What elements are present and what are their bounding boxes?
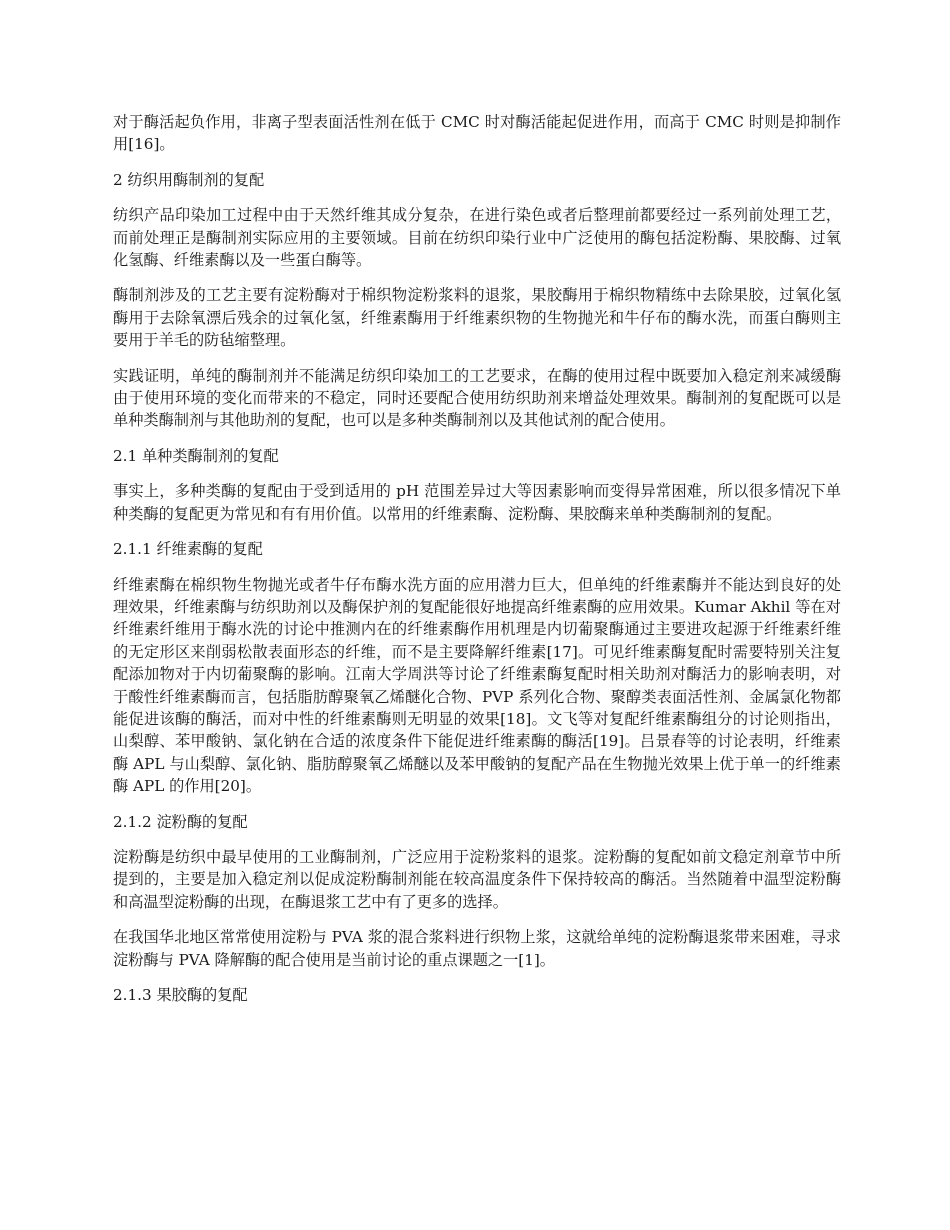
section-heading-2-1-3: 2.1.3 果胶酶的复配 <box>113 986 248 1004</box>
section-heading-2: 2 纺织用酶制剂的复配 <box>113 170 265 189</box>
paragraph-cmc-effect: 对于酶活起负作用，非离子型表面活性剂在低于 CMC 时对酶活能起促进作用，而高于 CMC 时则是抑制作用[16]。 <box>113 113 841 154</box>
section-heading-2-1: 2.1 单种类酶制剂的复配 <box>113 446 279 465</box>
section-heading-2-1-2: 2.1.2 淀粉酶的复配 <box>113 812 248 831</box>
paragraph-enzyme-processes: 酶制剂涉及的工艺主要有淀粉酶对于棉织物淀粉浆料的退浆，果胶酶用于棉织物精练中去除果胶，过氧化氢酶用于去除氧漂后残余的过氧化氢，纤维素酶用于纤维素织物的生物抛光和牛仔布的酶水洗，而蛋白酶则主要用于羊毛的防毡缩整理。 <box>113 286 841 350</box>
paragraph-textile-enzymes: 纺织产品印染加工过程中由于天然纤维其成分复杂，在进行染色或者后整理前都要经过一系列前处理工艺，而前处理正是酶制剂实际应用的主要领域。目前在纺织印染行业中广泛使用的酶包括淀粉酶、果胶酶、过氧化氢酶、纤维素酶以及一些蛋白酶等。 <box>113 206 841 270</box>
paragraph-practice: 实践证明，单纯的酶制剂并不能满足纺织印染加工的工艺要求，在酶的使用过程中既要加入稳定剂来减缓酶由于使用环境的变化而带来的不稳定，同时还要配合使用纺织助剂来增益处理效果。酶制剂的复配既可以是单种类酶制剂与其他助剂的复配，也可以是多种类酶制剂以及其他试剂的配合使用。 <box>113 366 841 430</box>
paragraph-amylase: 淀粉酶是纺织中最早使用的工业酶制剂，广泛应用于淀粉浆料的退浆。淀粉酶的复配如前文稳定剂章节中所提到的，主要是加入稳定剂以促成淀粉酶制剂能在较高温度条件下保持较高的酶活。当然随着中温型淀粉酶和高温型淀粉酶的出现，在酶退浆工艺中有了更多的选择。 <box>113 847 841 911</box>
paragraph-pva: 在我国华北地区常常使用淀粉与 PVA 浆的混合浆料进行织物上浆，这就给单纯的淀粉酶退浆带来困难，寻求淀粉酶与 PVA 降解酶的配合使用是当前讨论的重点课题之一[1]。 <box>113 928 841 969</box>
paragraph-single-enzyme: 事实上，多种类酶的复配由于受到适用的 pH 范围差异过大等因素影响而变得异常困难，所以很多情况下单种类酶的复配更为常见和有有用价值。以常用的纤维素酶、淀粉酶、果胶酶来单种类酶制剂的复配。 <box>113 482 841 523</box>
paragraph-cellulase: 纤维素酶在棉织物生物抛光或者牛仔布酶水洗方面的应用潜力巨大，但单纯的纤维素酶并不能达到良好的处理效果，纤维素酶与纺织助剂以及酶保护剂的复配能很好地提高纤维素酶的应用效果。Kumar Akhil 等在对纤维素纤维用于酶水洗的讨论中推测内在的纤维素酶作用机理是内切葡聚酶通过主要进攻起源于纤维素纤维的无定形区来削弱松散表面形态的纤维，而不是主要降解纤维素[17]。可见纤维素酶复配时需要特别关注复配添加物对于内切葡聚酶的影响。江南大学周洪等讨论了纤维素酶复配时相关助剂对酶活力的影响表明，对于酸性纤维素酶而言，包括脂肪醇聚氧乙烯醚化合物、PVP 系列化合物、聚醇类表面活性剂、金属氯化物都能促进该酶的酶活，而对中性的纤维素酶则无明显的效果[18]。文飞等对复配纤维素酶组分的讨论则指出，山梨醇、苯甲酸钠、氯化钠在合适的浓度条件下能促进纤维素酶的酶活[19]。吕景春等的讨论表明，纤维素酶 APL 与山梨醇、氯化钠、脂肪醇聚氧乙烯醚以及苯甲酸钠的复配产品在生物抛光效果上优于单一的纤维素酶 APL 的作用[20]。 <box>113 575 841 796</box>
section-heading-2-1-1: 2.1.1 纤维素酶的复配 <box>113 540 263 559</box>
document-page <box>113 111 841 1019</box>
